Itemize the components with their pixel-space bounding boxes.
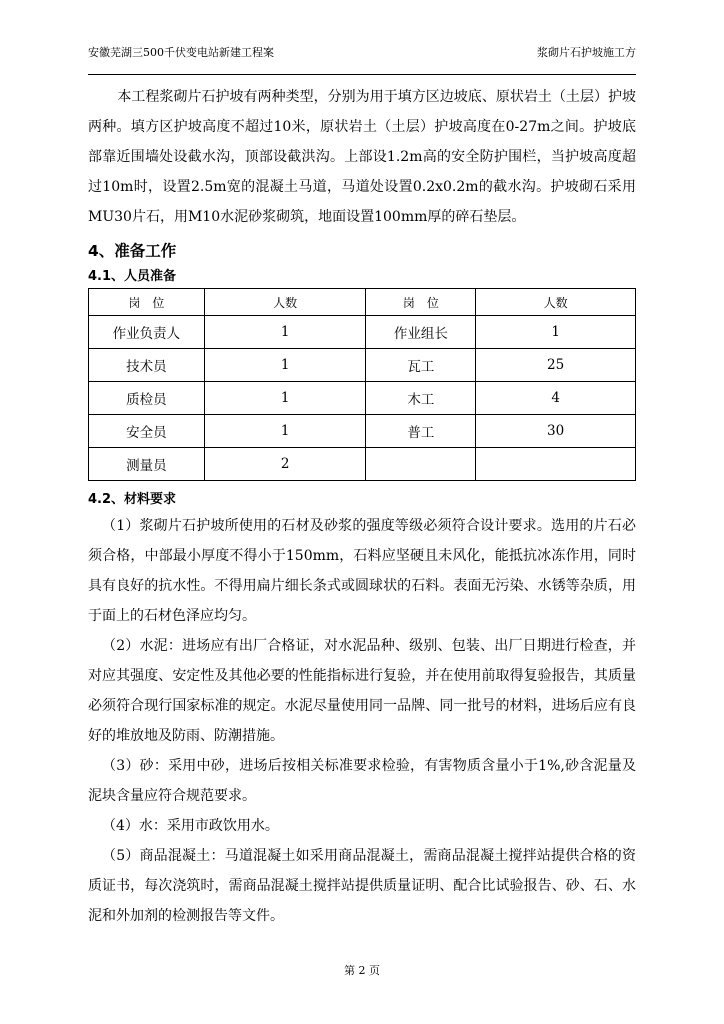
material-paragraph-sand: （3）砂：采用中砂，进场后按相关标准要求检验，有害物质含量小于1%,砂含泥量及泥块含量应符合规范要求。 — [88, 758, 636, 804]
header-cell: 岗 位 — [89, 289, 205, 316]
table-cell — [476, 448, 636, 481]
material-paragraph-stone: （1）浆砌片石护坡所使用的石材及砂浆的强度等级必须符合设计要求。选用的片石必须合格，中部最小厚度不得小于150mm，石料应坚硬且未风化，能抵抗冰冻作用，同时具有良好的抗水性。不得用扁片细长条式或圆球状的石料。表面无污染、水锈等杂质，用于面上的石材色泽应均匀。 — [88, 518, 636, 624]
table-row — [89, 448, 636, 481]
table-cell: 木工 — [366, 382, 476, 415]
table-cell: 作业负责人 — [89, 316, 205, 349]
table-row — [89, 415, 636, 448]
intro-paragraph: 本工程浆砌片石护坡有两种类型，分别为用于填方区边坡底、原状岩土（土层）护坡两种。填方区护坡高度不超过10米，原状岩土（土层）护坡高度在0-27m之间。护坡底部靠近围墙处设截水沟，顶部设截洪沟。上部设1.2m高的安全防护围栏，当护坡高度超过10m时，设置2.5m宽的混凝土马道，马道处设置0.2x0.2m的截水沟。护坡砌石采用MU30片石，用M10水泥砂浆砌筑，地面设置100mm厚的碎石垫层。 — [88, 89, 636, 225]
table-cell: 1 — [204, 316, 366, 349]
table-cell: 1 — [204, 382, 366, 415]
table-cell — [366, 448, 476, 481]
header-cell: 岗 位 — [366, 289, 476, 316]
table-row — [89, 316, 636, 349]
table-row — [89, 382, 636, 415]
table-cell: 2 — [204, 448, 366, 481]
table-header-row — [89, 289, 636, 316]
table-row — [89, 349, 636, 382]
page-body — [88, 82, 636, 931]
table-cell: 作业组长 — [366, 316, 476, 349]
table-cell: 30 — [476, 415, 636, 448]
table-cell: 1 — [204, 349, 366, 382]
section-4-title: 4、准备工作 — [88, 242, 177, 260]
table-cell: 1 — [204, 415, 366, 448]
material-paragraph-water: （4）水：采用市政饮用水。 — [102, 818, 279, 834]
table-cell: 4 — [476, 382, 636, 415]
table-cell: 25 — [476, 349, 636, 382]
table-cell: 质检员 — [89, 382, 205, 415]
staffing-table — [88, 288, 636, 481]
material-paragraph-cement: （2）水泥：进场应有出厂合格证，对水泥品种、级别、包装、出厂日期进行检查，并对应其强度、安定性及其他必要的性能指标进行复验，并在使用前取得复验报告，其质量必须符合现行国家标准的规定。水泥尽量使用同一品牌、同一批号的材料，进场后应有良好的堆放地及防雨、防潮措施。 — [88, 638, 636, 744]
header-project-name: 安徽芜湖三500千伏变电站新建工程案 — [88, 46, 274, 59]
material-paragraph-concrete: （5）商品混凝土：马道混凝土如采用商品混凝土，需商品混凝土搅拌站提供合格的资质证书，每次浇筑时，需商品混凝土搅拌站提供质量证明、配合比试验报告、砂、石、水泥和外加剂的检测报告等文件。 — [88, 848, 636, 924]
table-cell: 安全员 — [89, 415, 205, 448]
table-cell: 普工 — [366, 415, 476, 448]
section-4-2-title: 4.2、材料要求 — [88, 492, 177, 507]
header-cell: 人数 — [476, 289, 636, 316]
header-cell: 人数 — [204, 289, 366, 316]
table-cell: 技术员 — [89, 349, 205, 382]
table-cell: 瓦工 — [366, 349, 476, 382]
table-cell: 1 — [476, 316, 636, 349]
header-document-title: 浆砌片石护坡施工方 — [537, 46, 636, 59]
table-cell: 测量员 — [89, 448, 205, 481]
page-number: 第 2 页 — [344, 964, 380, 977]
page-header — [88, 46, 636, 75]
section-4-1-title: 4.1、人员准备 — [88, 269, 177, 284]
